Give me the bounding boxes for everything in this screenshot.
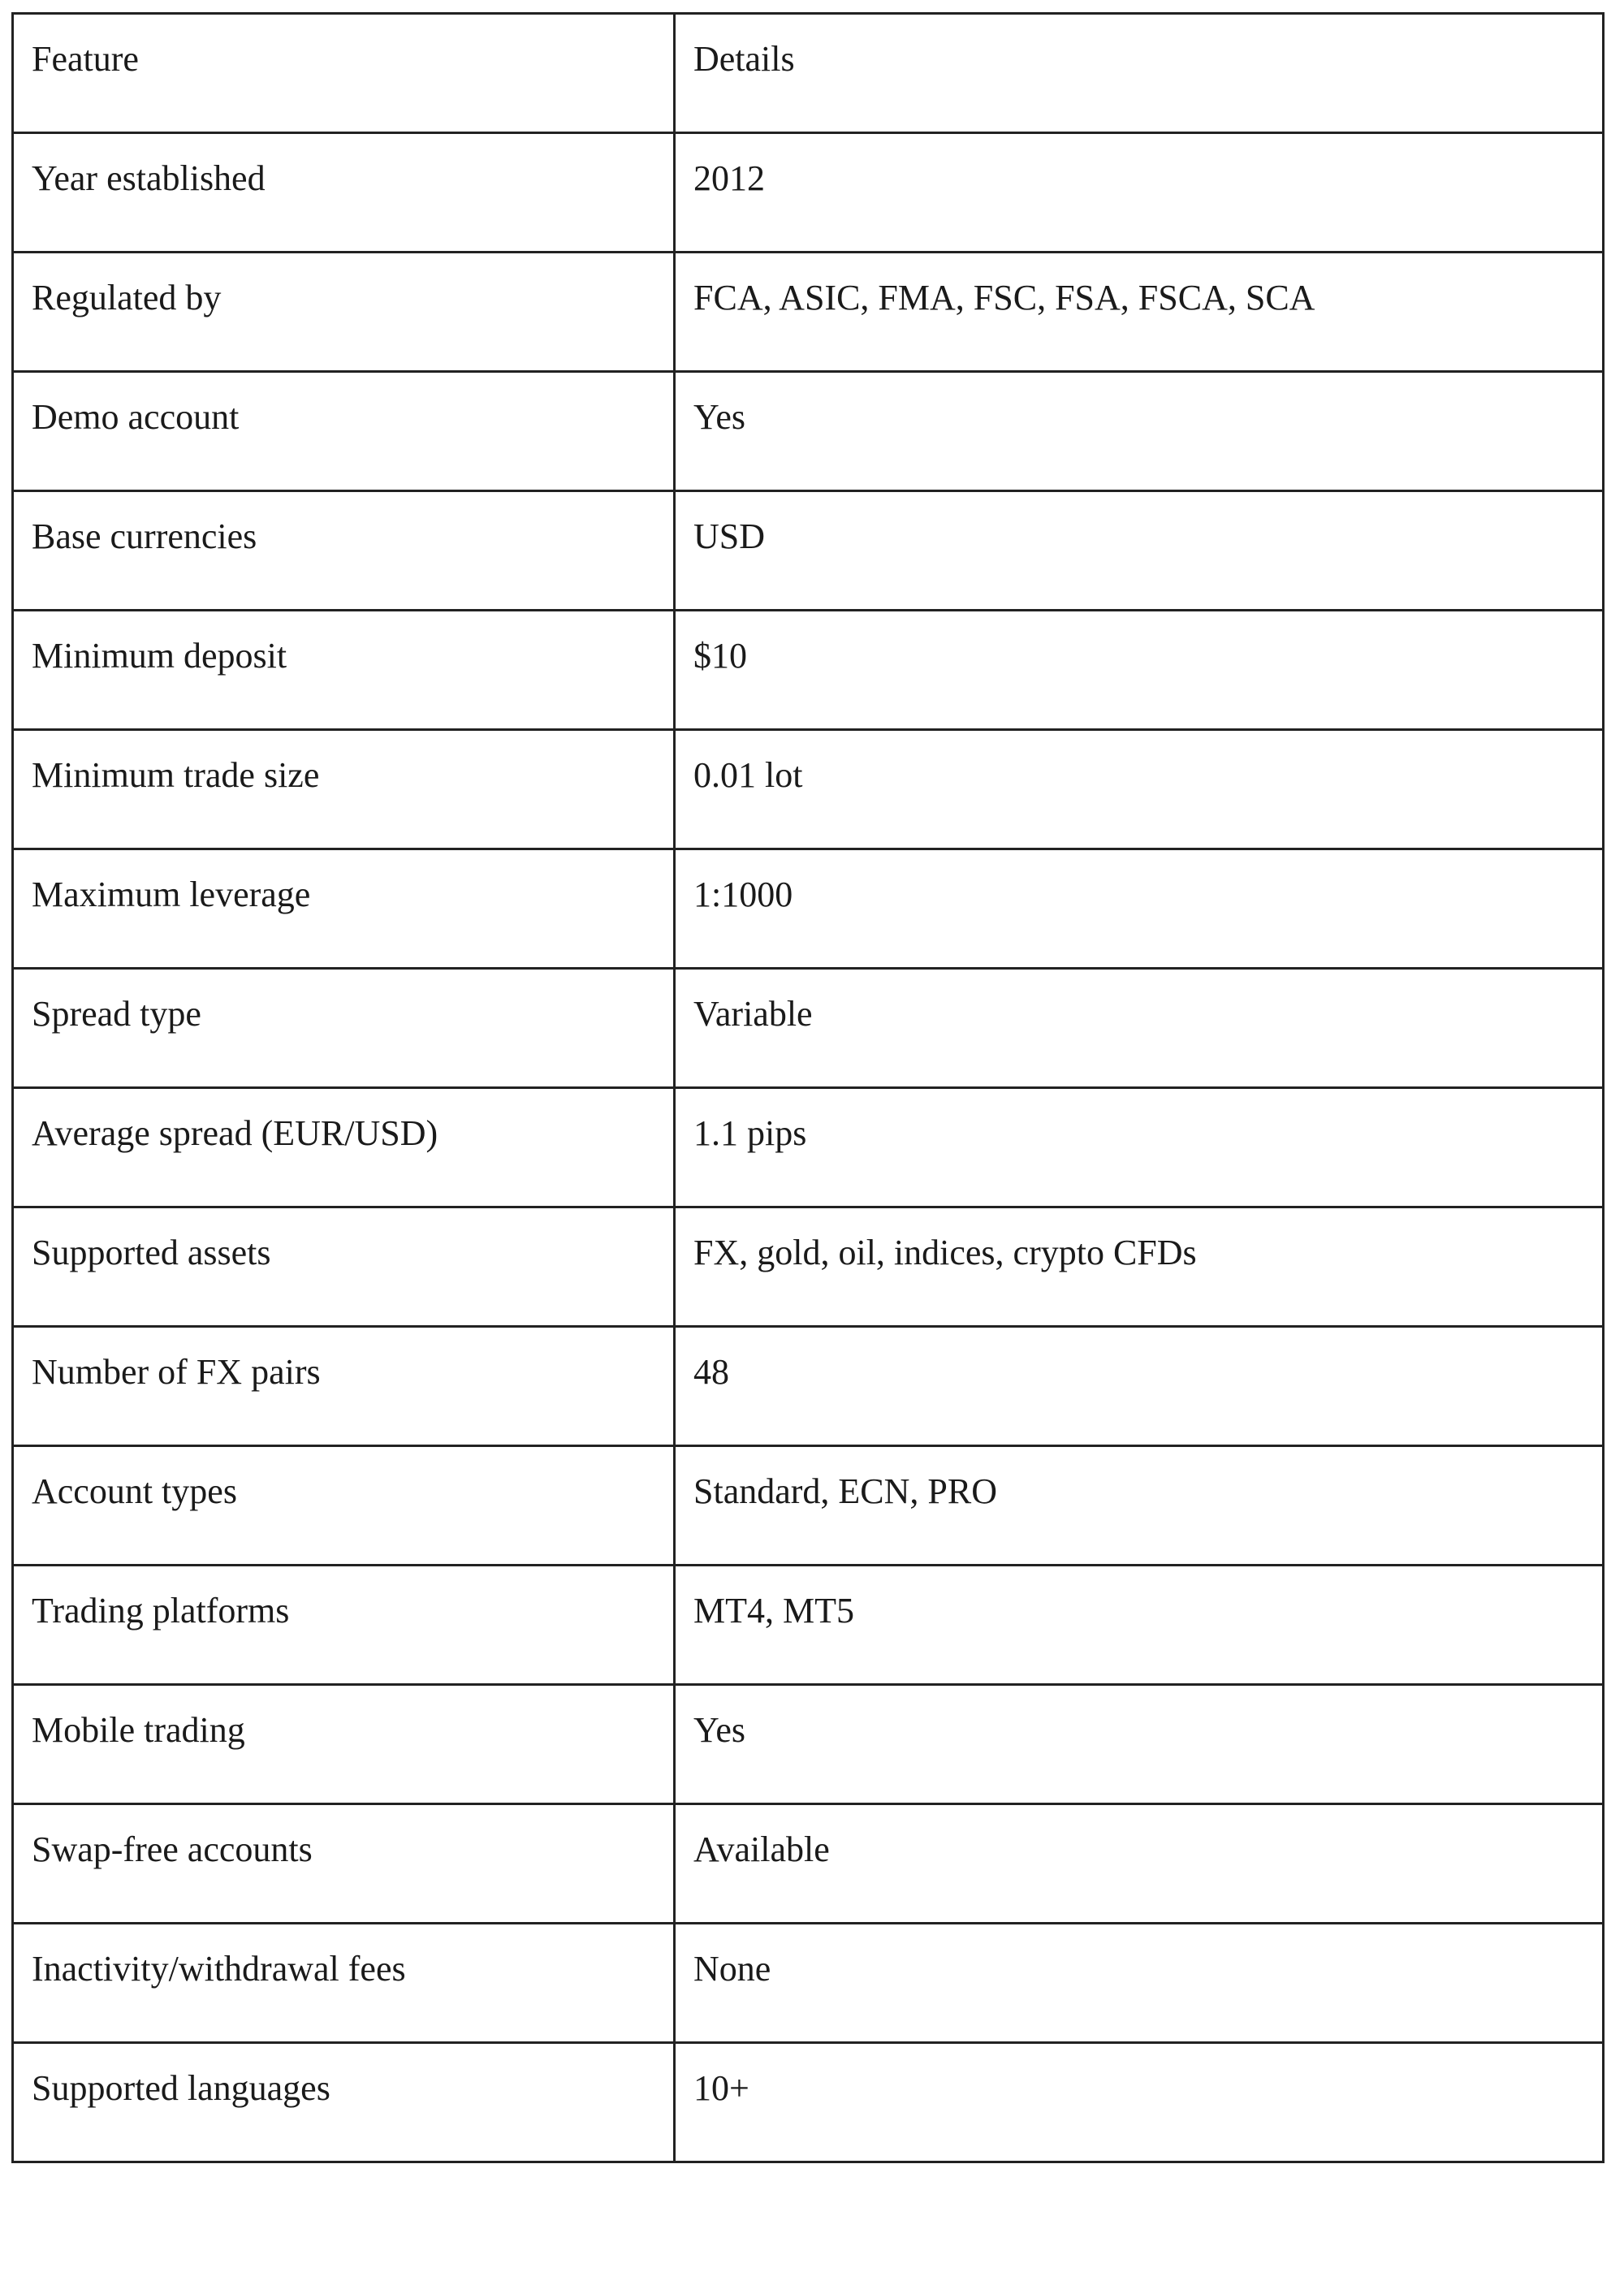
feature-cell: Maximum leverage [13,849,675,969]
table-row [13,1924,1604,2043]
feature-cell: Spread type [13,969,675,1088]
table-row [13,1207,1604,1327]
details-cell: 1:1000 [675,849,1604,969]
feature-cell: Mobile trading [13,1685,675,1804]
feature-cell: Base currencies [13,491,675,611]
details-cell: Yes [675,1685,1604,1804]
table-row [13,849,1604,969]
table-row [13,1088,1604,1207]
table-row [13,969,1604,1088]
feature-details-table [11,12,1602,2163]
details-cell: 0.01 lot [675,730,1604,849]
details-cell: FX, gold, oil, indices, crypto CFDs [675,1207,1604,1327]
details-cell: Standard, ECN, PRO [675,1446,1604,1566]
table-row [13,1446,1604,1566]
table-row [13,1566,1604,1685]
details-cell: MT4, MT5 [675,1566,1604,1685]
details-cell: Available [675,1804,1604,1924]
feature-cell: Demo account [13,372,675,491]
details-cell: 48 [675,1327,1604,1446]
table-row [13,2043,1604,2162]
feature-cell: Average spread (EUR/USD) [13,1088,675,1207]
details-cell: USD [675,491,1604,611]
table-row [13,133,1604,253]
header-feature: Feature [13,14,675,133]
table-row [13,491,1604,611]
details-cell: FCA, ASIC, FMA, FSC, FSA, FSCA, SCA [675,253,1604,372]
feature-cell: Regulated by [13,253,675,372]
table-row [13,611,1604,730]
feature-cell: Year established [13,133,675,253]
table [11,12,1605,2163]
feature-cell: Account types [13,1446,675,1566]
feature-cell: Trading platforms [13,1566,675,1685]
details-cell: None [675,1924,1604,2043]
details-cell: $10 [675,611,1604,730]
table-row [13,372,1604,491]
details-cell: 1.1 pips [675,1088,1604,1207]
header-details: Details [675,14,1604,133]
details-cell: 10+ [675,2043,1604,2162]
feature-cell: Supported languages [13,2043,675,2162]
table-header-row [13,14,1604,133]
table-row [13,1327,1604,1446]
details-cell: 2012 [675,133,1604,253]
feature-cell: Minimum trade size [13,730,675,849]
feature-cell: Minimum deposit [13,611,675,730]
feature-cell: Number of FX pairs [13,1327,675,1446]
details-cell: Yes [675,372,1604,491]
feature-cell: Swap-free accounts [13,1804,675,1924]
feature-cell: Supported assets [13,1207,675,1327]
table-row [13,1804,1604,1924]
table-row [13,253,1604,372]
feature-cell: Inactivity/withdrawal fees [13,1924,675,2043]
table-row [13,1685,1604,1804]
details-cell: Variable [675,969,1604,1088]
table-row [13,730,1604,849]
